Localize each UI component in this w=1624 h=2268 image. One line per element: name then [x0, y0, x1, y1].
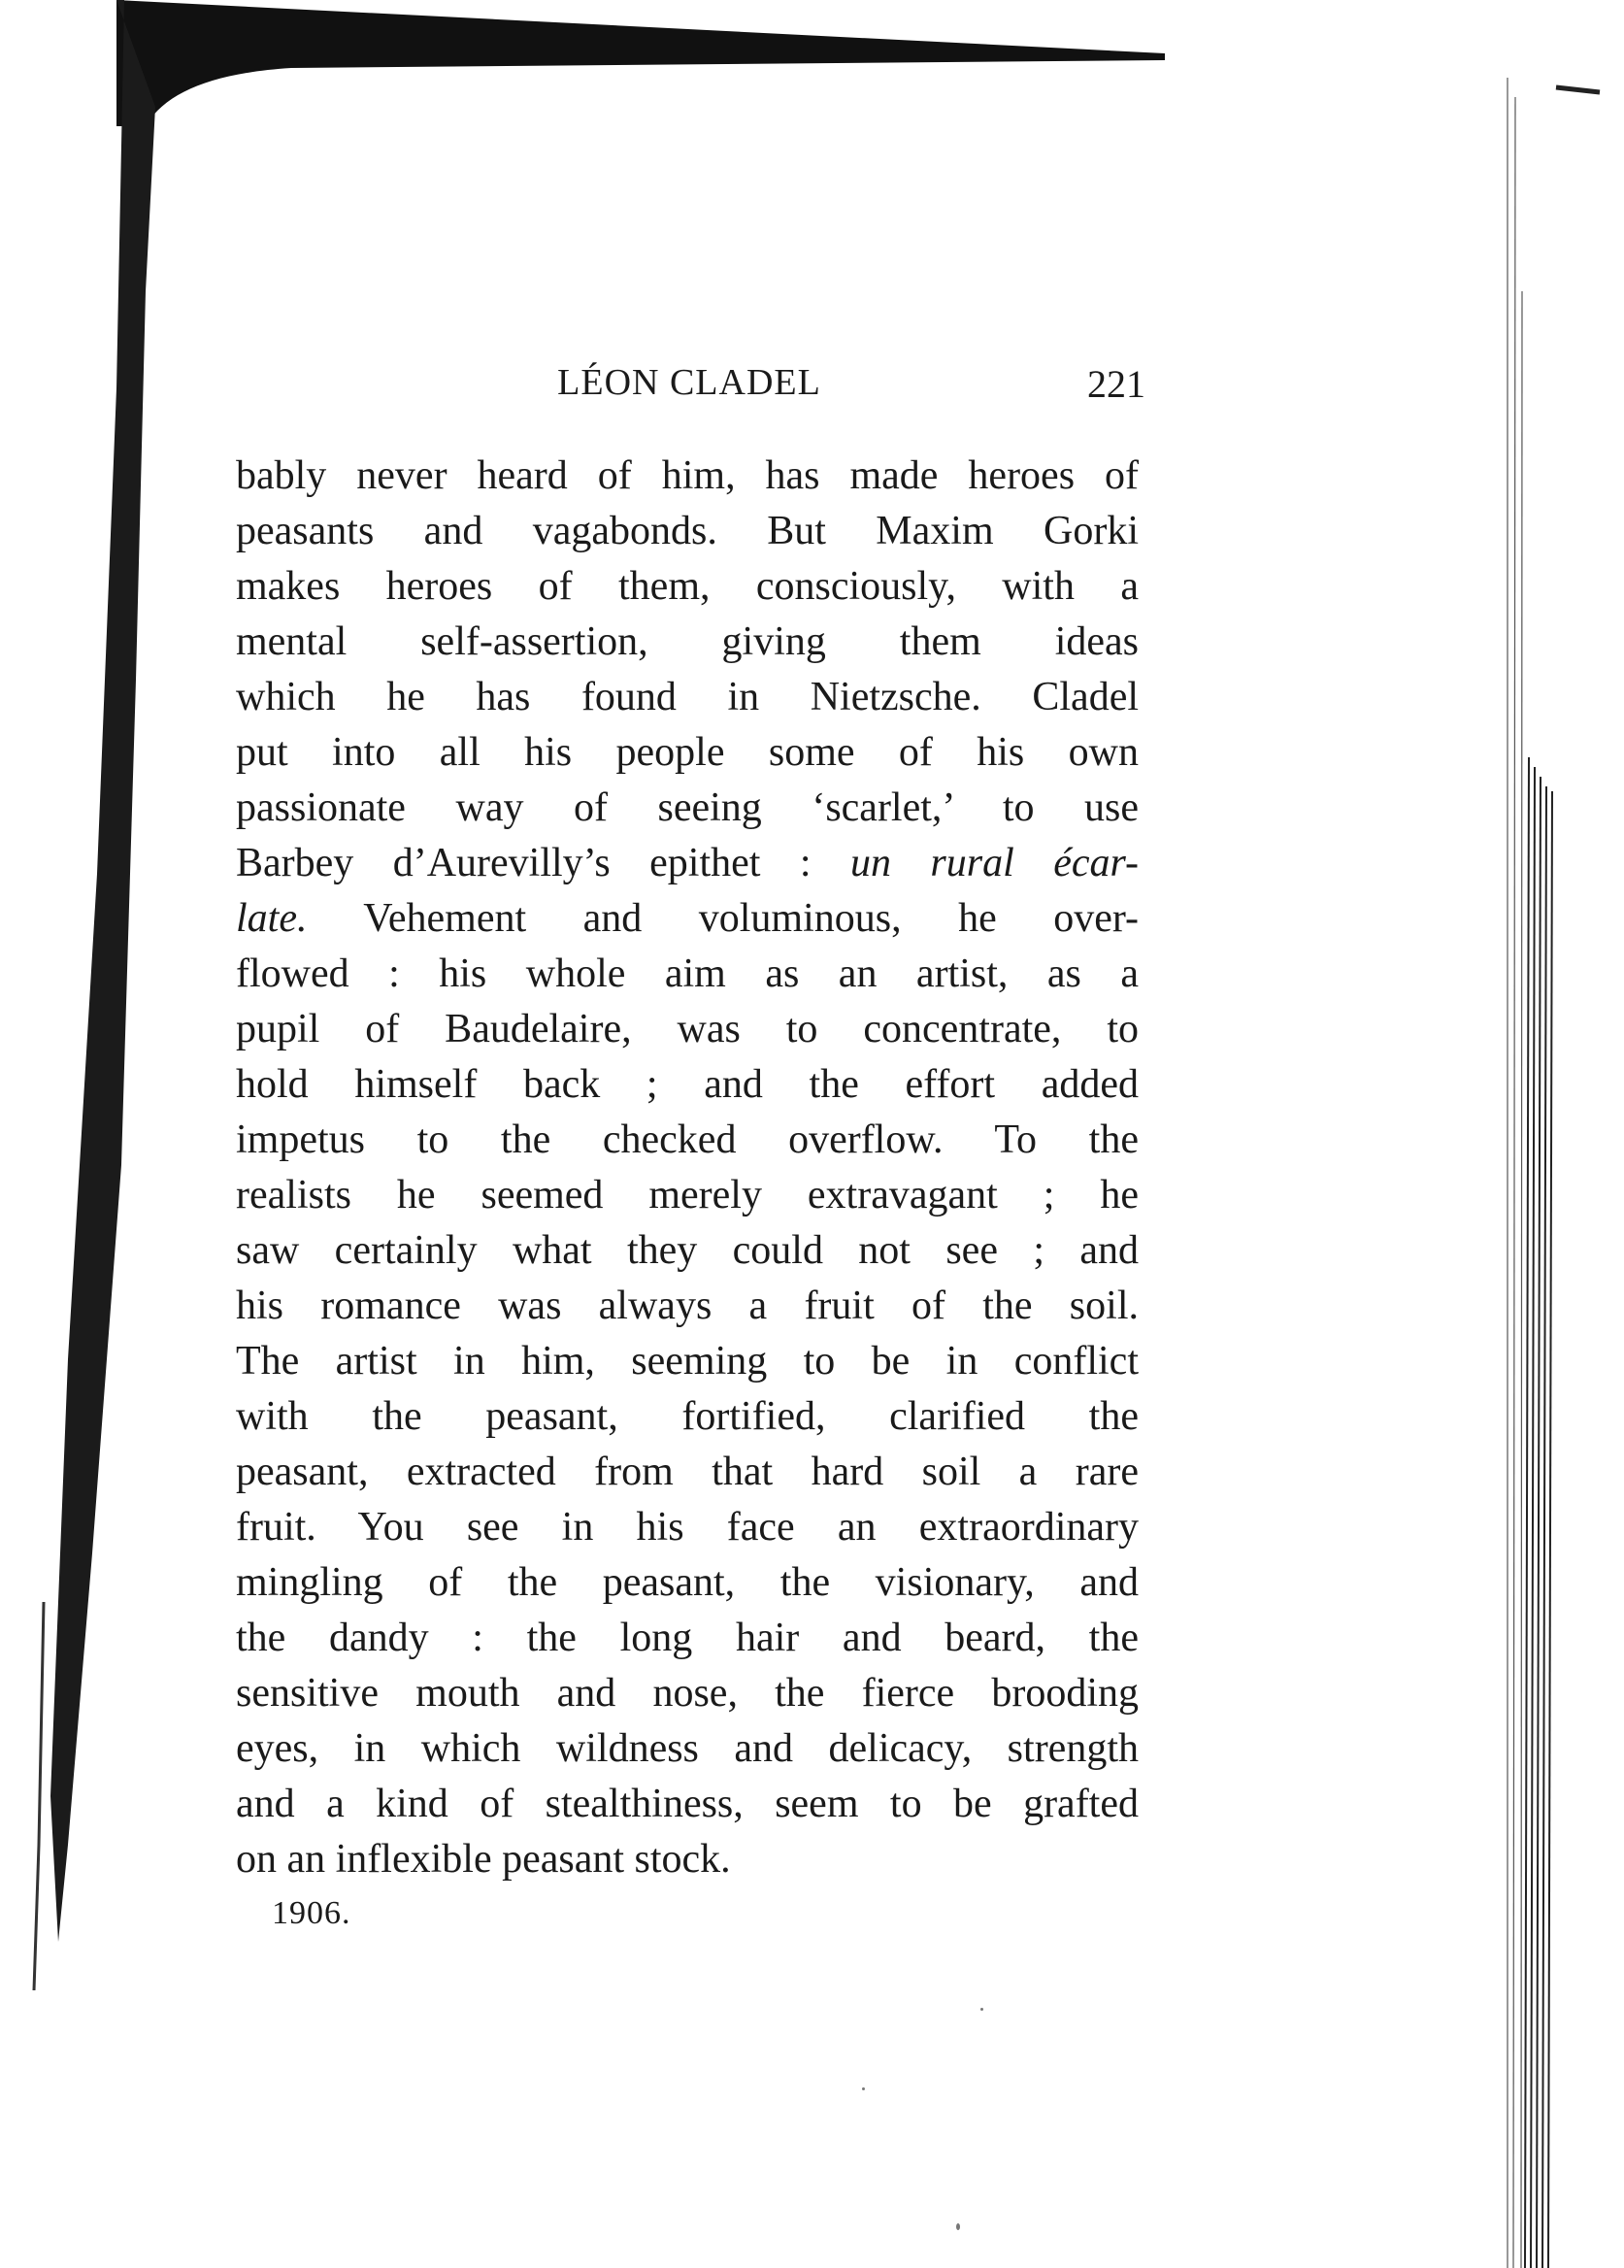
scan-shadow-left — [0, 0, 194, 2268]
text-line: peasants and vagabonds. But Maxim Gorki — [236, 509, 1139, 553]
text-line-with-italic — [236, 836, 1139, 891]
text-line: mingling of the peasant, the visionary, and — [236, 1560, 1139, 1605]
text-line: flowed : his whole aim as an artist, as a — [236, 951, 1139, 996]
text-line: pupil of Baudelaire, was to concentrate, to — [236, 1007, 1139, 1051]
text-line: eyes, in which wildness and delicacy, strength — [236, 1726, 1139, 1771]
text-line-with-italic — [236, 891, 1139, 947]
scan-shadow-right — [1478, 0, 1624, 2268]
text-line: bably never heard of him, has made heroes of — [236, 453, 1139, 498]
text-line-last: on an inflexible peasant stock. — [236, 1837, 731, 1882]
text-line: put into all his people some of his own — [236, 730, 1139, 775]
text-line: peasant, extracted from that hard soil a rare — [236, 1450, 1139, 1494]
text-line: The artist in him, seeming to be in conflict — [236, 1339, 1139, 1384]
text-line: which he has found in Nietzsche. Cladel — [236, 675, 1139, 719]
text-line: mental self-assertion, giving them ideas — [236, 619, 1139, 664]
text-line: the dandy : the long hair and beard, the — [236, 1616, 1139, 1660]
date-footer: 1906. — [272, 1895, 351, 1931]
text-line: impetus to the checked overflow. To the — [236, 1117, 1139, 1162]
page-number: 221 — [1087, 362, 1145, 406]
dust-speck — [862, 2087, 865, 2090]
text-line: and a kind of stealthiness, seem to be grafted — [236, 1782, 1139, 1826]
running-head — [233, 361, 1145, 410]
text-line: passionate way of seeing ‘scarlet,’ to use — [236, 785, 1139, 830]
scan-shadow-top — [0, 0, 1624, 126]
dust-speck — [956, 2223, 960, 2230]
text-line: hold himself back ; and the effort added — [236, 1062, 1139, 1107]
text-segment: Vehement and voluminous, he over- — [363, 896, 1139, 941]
dust-speck — [980, 2008, 983, 2011]
text-line: fruit. You see in his face an extraordinary — [236, 1505, 1139, 1550]
text-line: his romance was always a fruit of the soil. — [236, 1284, 1139, 1328]
running-title: LÉON CLADEL — [557, 362, 821, 403]
text-line: makes heroes of them, consciously, with a — [236, 564, 1139, 609]
body-text — [236, 449, 1139, 1887]
italic-phrase: un rural écar- — [849, 841, 1139, 885]
text-line: sensitive mouth and nose, the fierce brooding — [236, 1671, 1139, 1716]
text-line: with the peasant, fortified, clarified the — [236, 1394, 1139, 1439]
text-line: realists he seemed merely extravagant ; he — [236, 1173, 1139, 1217]
text-line: saw certainly what they could not see ; and — [236, 1228, 1139, 1273]
text-segment: Barbey d’Aurevilly’s epithet : — [236, 841, 812, 885]
italic-phrase-continued: late. — [236, 896, 308, 941]
